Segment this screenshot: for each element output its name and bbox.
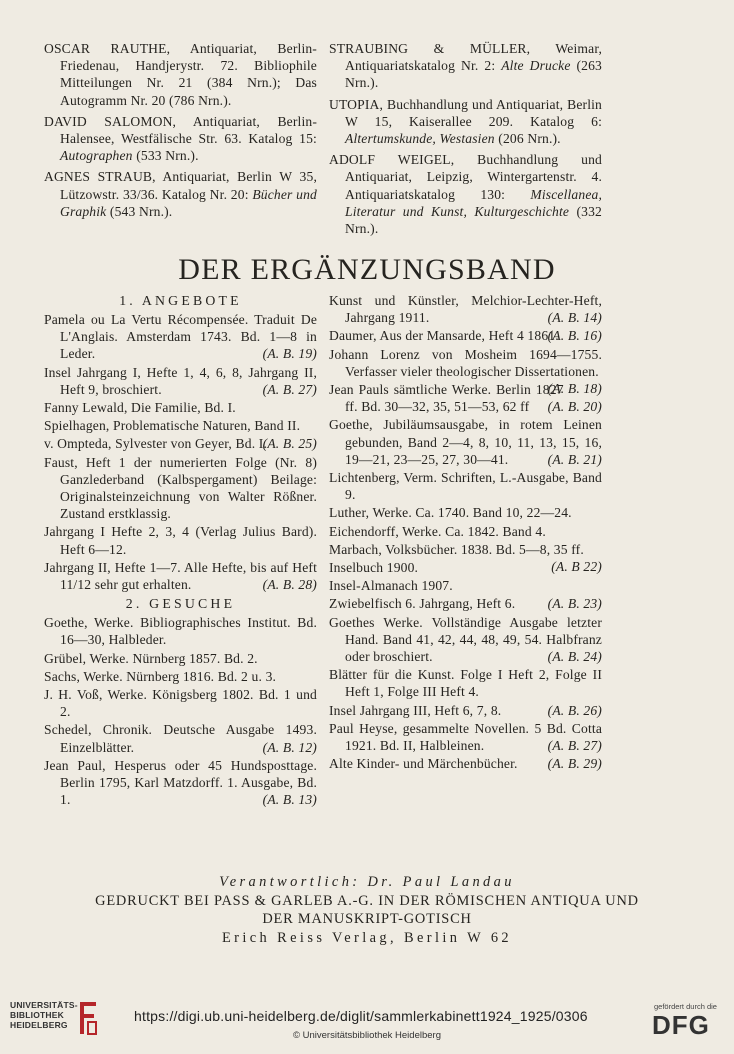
list-item: Marbach, Volksbücher. 1838. Bd. 5—8, 35 ff. (A. B 22) [329, 541, 602, 575]
reference-code: (A. B. 14) [547, 310, 602, 326]
list-item: Jean Paul, Hesperus oder 45 Hundsposttage. Berlin 1795, Karl Matzdorff. 1. Ausgabe, Bd. 1. (A. B. 13) [44, 757, 317, 808]
imprint [0, 873, 734, 947]
list-item: Johann Lorenz von Mosheim 1694—1755. Verfasser vieler theologischer Dissertationen. (A. B. 18) [329, 346, 602, 397]
reference-code: (A. B. 28) [262, 577, 317, 593]
list-item: Zwiebelfisch 6. Jahrgang, Heft 6. (A. B. 23) [329, 596, 602, 612]
list-item: Pamela ou La Vertu Récompensée. Traduit De L'Anglais. Amsterdam 1743. Bd. 1—8 in Leder. (A. B. 19) [44, 312, 317, 362]
page-title: DER ERGÄNZUNGSBAND [178, 253, 556, 286]
reference-code: (A. B. 21) [547, 451, 602, 467]
reference-code: (A. B. 12) [262, 739, 317, 755]
list-item: Goethes Werke. Vollständige Ausgabe letzter Hand. Band 41, 42, 44, 48, 49, 54. Halbfranz oder broschiert. (A. B. 24) [329, 614, 602, 665]
list-item: Schedel, Chronik. Deutsche Ausgabe 1493. Einzelblätter. (A. B. 12) [44, 722, 317, 755]
reference-code: (A. B. 27) [547, 738, 602, 754]
list-item: Insel-Almanach 1907. [329, 578, 453, 594]
list-item: Kunst und Künstler, Melchior-Lechter-Heft, Jahrgang 1911. (A. B. 14) [329, 293, 602, 326]
list-item: Luther, Werke. Ca. 1740. Band 10, 22—24. [329, 505, 572, 521]
funding-note: gefördert durch die [654, 1002, 717, 1011]
library-name: UNIVERSITÄTS- BIBLIOTHEK HEIDELBERG [10, 1000, 78, 1030]
permalink[interactable]: https://digi.ub.uni-heidelberg.de/diglit/sammlerkabinett1924_1925/0306 [134, 1008, 588, 1024]
list-item: Lichtenberg, Verm. Schriften, L.-Ausgabe, Band 9. [329, 470, 602, 503]
catalog-entry: UTOPIA, Buchhandlung und Antiquariat, Berlin W 15, Kaiserallee 209. Katalog 6: Altertumskunde, Westasien (206 Nrn.). [329, 96, 602, 147]
catalog-list-right [329, 40, 602, 241]
wanted-list [44, 614, 317, 808]
offers-list [44, 311, 317, 593]
responsible-editor: Verantwortlich: Dr. Paul Landau [219, 874, 515, 890]
list-item: Eichendorff, Werke. Ca. 1842. Band 4. [329, 523, 546, 539]
reference-code: (A. B. 19) [262, 346, 317, 362]
reference-code: (A. B. 18) [547, 381, 602, 397]
list-item: Insel Jahrgang I, Hefte 1, 4, 6, 8, Jahrgang II, Heft 9, broschiert. (A. B. 27) [44, 364, 317, 397]
reference-code: (A. B. 26) [547, 702, 602, 718]
catalog-entry: DAVID SALOMON, Antiquariat, Berlin-Halensee, Westfälische Str. 63. Katalog 15: Autographen (533 Nrn.). [44, 113, 317, 164]
reference-code: (A. B. 29) [547, 756, 602, 772]
catalog-list-left [44, 40, 317, 224]
list-item: Jahrgang I Hefte 2, 3, 4 (Verlag Julius Bard). Heft 6—12. [44, 524, 317, 557]
printer-line-1: GEDRUCKT BEI PASS & GARLEB A.-G. IN DER RÖMISCHEN ANTIQUA UND [95, 892, 639, 909]
list-item: Insel Jahrgang III, Heft 6, 7, 8. (A. B. 26) [329, 702, 602, 718]
list-item: Faust, Heft 1 der numerierten Folge (Nr. 8) Ganzlederband (Kalbspergament) Beilage: Originalsteinzeichnung von Walter Rößner. Zustand erstklassig. [44, 454, 317, 522]
catalog-entry: OSCAR RAUTHE, Antiquariat, Berlin-Friedenau, Handjerystr. 72. Bibliophile Mitteilungen Nr. 21 (384 Nrn.); Das Autogramm Nr. 20 (786 Nrn.). [44, 41, 317, 108]
list-item: Spielhagen, Problematische Naturen, Band II. [44, 418, 301, 434]
list-item: Goethe, Jubiläumsausgabe, in rotem Leinen gebunden, Band 2—4, 8, 10, 11, 13, 15, 16, 19—21, 23—25, 27, 30—41. (A. B. 21) [329, 417, 602, 467]
reference-code: (A. B 22) [551, 559, 602, 575]
catalog-entry: ADOLF WEIGEL, Buchhandlung und Antiquariat, Leipzig, Wintergartenstr. 4. Antiquariatskatalog 130: Miscellanea, Literatur und Kunst, Kulturgeschichte (332 Nrn.). [329, 152, 602, 237]
list-item: J. H. Voß, Werke. Königsberg 1802. Bd. 1 und 2. [44, 687, 317, 720]
reference-code: (A. B. 13) [262, 792, 317, 808]
list-item: Inselbuch 1900. [329, 560, 419, 576]
right-column [329, 292, 602, 773]
list-item: Sachs, Werke. Nürnberg 1816. Bd. 2 u. 3. [44, 668, 277, 684]
list-item: Jahrgang II, Hefte 1—7. Alle Hefte, bis auf Heft 11/12 sehr gut erhalten. (A. B. 28) [44, 559, 317, 593]
footer [0, 994, 734, 1054]
section-heading-angebote: 1. ANGEBOTE [119, 293, 242, 308]
reference-code: (A. B. 24) [547, 649, 602, 665]
list-item: Blätter für die Kunst. Folge I Heft 2, Folge II Heft 1, Folge III Heft 4. [329, 667, 602, 700]
list-item: Alte Kinder- und Märchenbücher. (A. B. 29) [329, 756, 602, 772]
section-heading-gesuche: 2. GESUCHE [125, 596, 236, 612]
catalog-entry: AGNES STRAUB, Antiquariat, Berlin W 35, Lützowstr. 33/36. Katalog Nr. 20: Bücher und Graphik (543 Nrn.). [44, 169, 317, 219]
wanted-list-continued [329, 292, 602, 772]
list-item: Jean Pauls sämtliche Werke. Berlin 1827 ff. Bd. 30—32, 35, 51—53, 62 ff (A. B. 20) [329, 382, 602, 415]
reference-code: (A. B. 27) [262, 381, 317, 397]
list-item: Grübel, Werke. Nürnberg 1857. Bd. 2. [44, 650, 258, 666]
list-item: Paul Heyse, gesammelte Novellen. 5 Bd. Cotta 1921. Bd. II, Halbleinen. (A. B. 27) [329, 720, 602, 754]
reference-code: (A. B. 23) [547, 596, 602, 612]
list-item: Goethe, Werke. Bibliographisches Institut. Bd. 16—30, Halbleder. [44, 615, 317, 648]
publisher-line: Erich Reiss Verlag, Berlin W 62 [221, 929, 513, 946]
list-item: v. Ompteda, Sylvester von Geyer, Bd. I. (A. B. 25) [44, 436, 317, 452]
left-column [44, 292, 317, 809]
reference-code: (A. B. 20) [547, 399, 602, 415]
reference-code: (A. B. 16) [547, 328, 602, 344]
list-item: Fanny Lewald, Die Familie, Bd. I. [44, 400, 236, 416]
list-item: Daumer, Aus der Mansarde, Heft 4 1861. (A. B. 16) [329, 328, 602, 344]
reference-code: (A. B. 25) [262, 436, 317, 452]
printer-line-2: DER MANUSKRIPT-GOTISCH [262, 911, 472, 927]
dfg-logo: DFG [652, 1010, 710, 1040]
catalog-entry: STRAUBING & MÜLLER, Weimar, Antiquariatskatalog Nr. 2: Alte Drucke (263 Nrn.). [329, 41, 602, 91]
copyright: © Universitätsbibliothek Heidelberg [293, 1030, 441, 1041]
